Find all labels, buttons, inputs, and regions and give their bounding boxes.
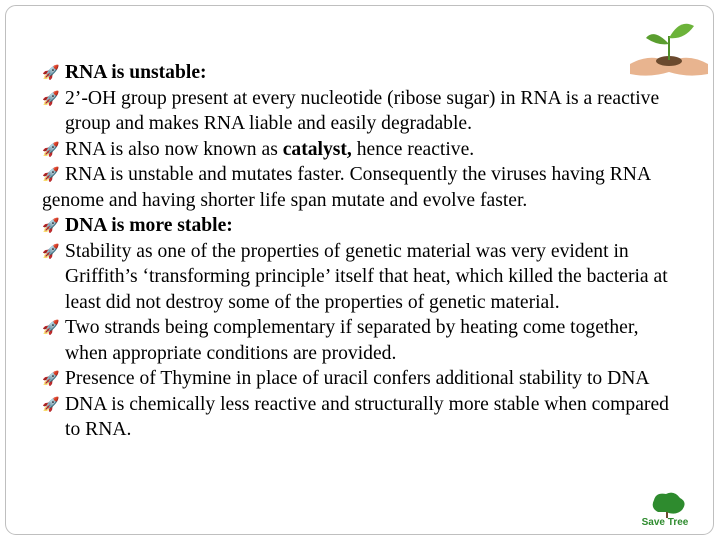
bullet-icon: 🚀 — [42, 219, 60, 234]
list-item — [42, 86, 682, 137]
bullet-icon: 🚀 — [42, 244, 60, 260]
item-text: DNA is chemically less reactive and structurally more stable when compared to RNA. — [65, 393, 669, 440]
item-bold-text: catalyst, — [282, 138, 352, 160]
list-item-continuation — [42, 188, 682, 214]
list-item — [42, 392, 682, 443]
heading-text: RNA is unstable: — [65, 62, 207, 83]
bullet-icon: 🚀 — [42, 91, 60, 107]
list-item — [42, 60, 682, 86]
list-item — [42, 213, 682, 239]
logo-text: Save Tree — [641, 517, 689, 528]
item-text: RNA is also now known as — [65, 138, 283, 160]
item-text: Presence of Thymine in place of uracil confers additional stability to DNA — [65, 368, 650, 389]
bullet-icon: 🚀 — [42, 142, 60, 158]
bullet-list — [42, 60, 682, 443]
bullet-icon: 🚀 — [42, 168, 60, 183]
item-text: RNA is unstable and mutates faster. Consequently the viruses having RNA — [65, 164, 652, 185]
bullet-icon: 🚀 — [42, 321, 60, 336]
bullet-icon: 🚀 — [42, 66, 60, 81]
item-text: genome and having shorter life span mutate and evolve faster. — [42, 189, 528, 211]
list-item — [42, 239, 682, 316]
heading-text: DNA is more stable: — [65, 215, 233, 236]
list-item — [42, 137, 682, 163]
list-item — [42, 315, 682, 366]
item-text: hence reactive. — [351, 138, 475, 160]
save-tree-logo-icon — [636, 488, 694, 528]
item-text: Stability as one of the properties of genetic material was very evident in Griffith’s ‘transforming principle’ itself that heat, which killed the bacteria at least did not destroy some of the properties of genetic material. — [65, 240, 668, 313]
bullet-icon: 🚀 — [42, 372, 60, 387]
list-item — [42, 162, 682, 188]
list-item — [42, 366, 682, 392]
item-text: Two strands being complementary if separated by heating come together, when appropriate conditions are provided. — [65, 317, 639, 364]
item-text: 2’-OH group present at every nucleotide (ribose sugar) in RNA is a reactive group and makes RNA liable and easily degradable. — [65, 87, 660, 134]
bullet-icon: 🚀 — [42, 397, 60, 413]
